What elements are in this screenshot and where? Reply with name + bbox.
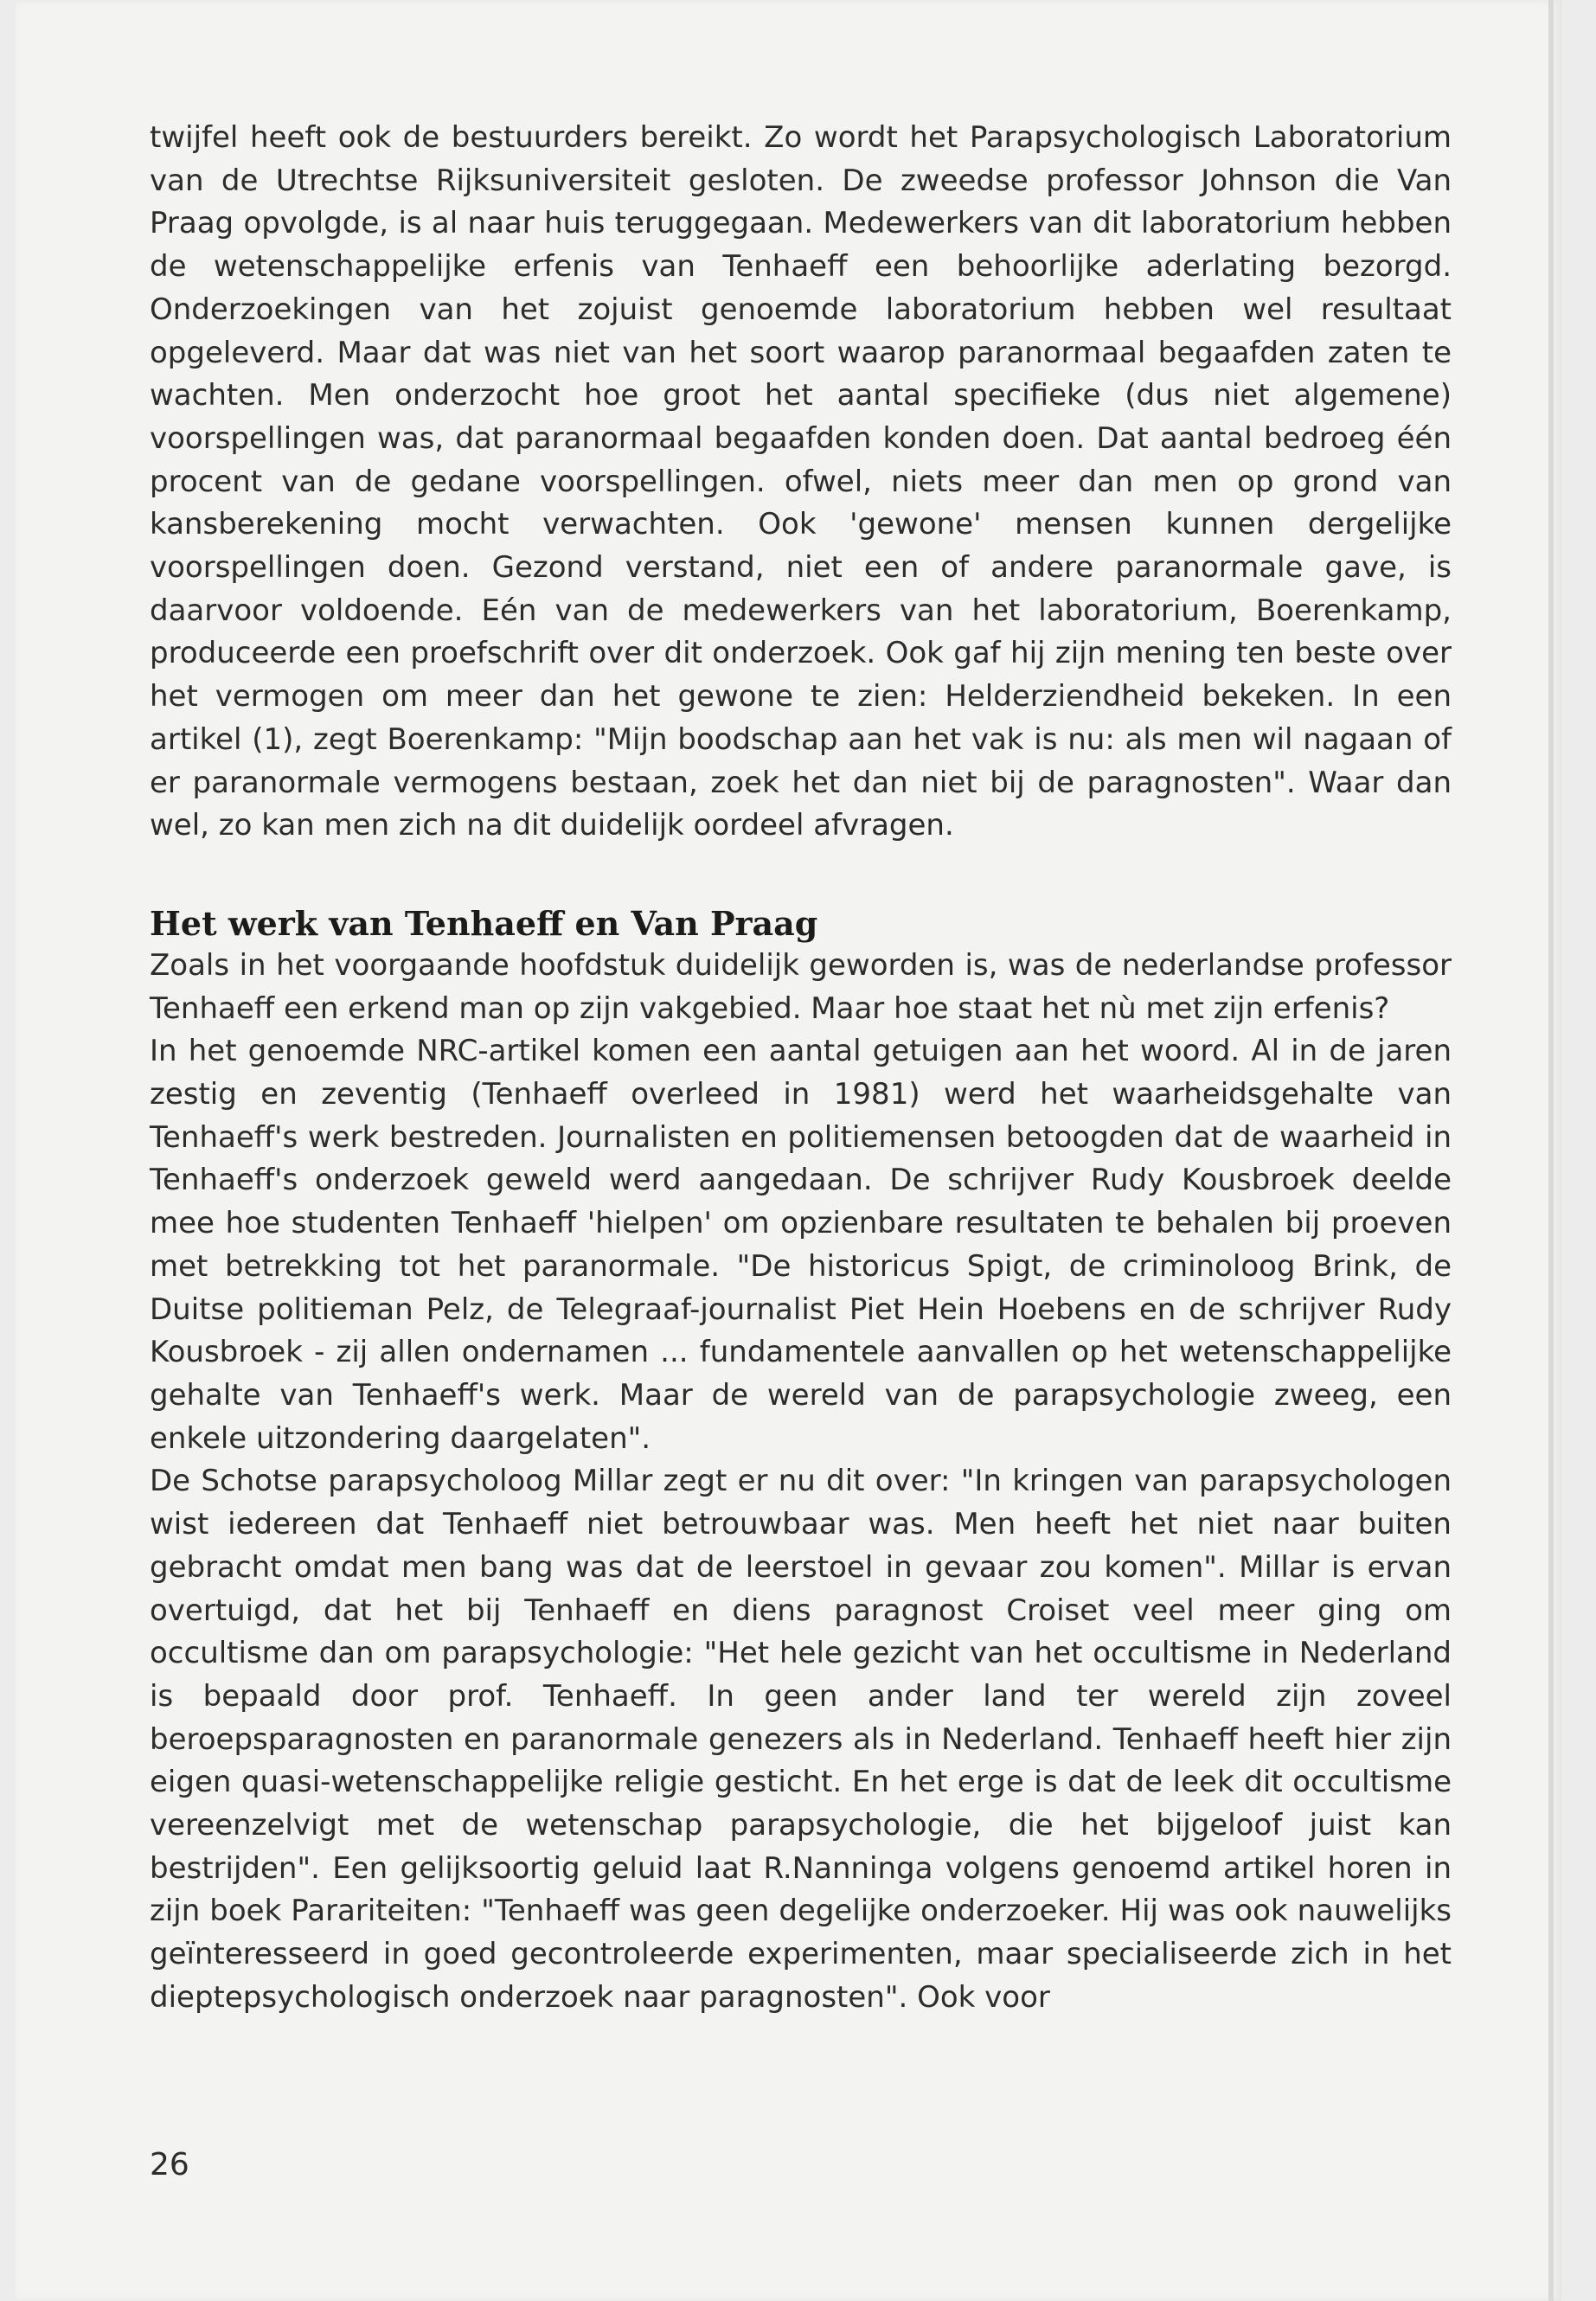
paragraph-1: twijfel heeft ook de bestuurders bereikt. Zo wordt het Parapsychologisch Laboratorium van de Utrechtse Rijksuniversiteit gesloten. De zweedse professor Johnson die Van Praag opvolgde, is al naar huis teruggegaan. Medewerkers van dit laboratorium hebben de wetenschappelijke erfenis van Tenhaeff een behoorlijke aderlating bezorgd. Onderzoekingen van het zojuist genoemde laboratorium hebben wel resultaat opgeleverd. Maar dat was niet van het soort waarop paranormaal begaafden zaten te wachten. Men onderzocht hoe groot het aantal specifieke (dus niet algemene) voorspellingen was, dat paranormaal begaafden konden doen. Dat aantal bedroeg één procent van de gedane voorspellingen. ofwel, niets meer dan men op grond van kansberekening mocht verwachten. Ook 'gewone' mensen kunnen dergelijke voorspellingen doen. Gezond verstand, niet een of andere paranormale gave, is daarvoor voldoende. Eén van de medewerkers van het laboratorium, Boerenkamp, produceerde een proefschrift over dit onderzoek. Ook gaf hij zijn mening ten beste over het vermogen om meer dan het gewone te zien: Helderziendheid bekeken. In een artikel (1), zegt Boerenkamp: "Mijn boodschap aan het vak is nu: als men wil nagaan of er paranormale vermogens bestaan, zoek het dan niet bij de paragnosten". Waar dan wel, zo kan men zich na dit duidelijk oordeel afvragen. [150, 120, 1452, 843]
paragraph-4: De Schotse parapsycholoog Millar zegt er nu dit over: "In kringen van parapsychologen wist iedereen dat Tenhaeff niet betrouwbaar was. Men heeft het niet naar buiten gebracht omdat men bang was dat de leerstoel in gevaar zou komen". Millar is ervan overtuigd, dat het bij Tenhaeff en diens paragnost Croiset veel meer ging om occultisme dan om parapsychologie: "Het hele gezicht van het occultisme in Nederland is bepaald door prof. Tenhaeff. In geen ander land ter wereld zijn zoveel beroepsparagnosten en paranormale genezers als in Nederland. Tenhaeff heeft hier zijn eigen quasi-wetenschappelijke religie gesticht. En het erge is dat de leek dit occultisme vereenzelvigt met de wetenschap parapsychologie, die het bijgeloof juist kan bestrijden". Een gelijksoortig geluid laat R.Nanninga volgens genoemd artikel horen in zijn boek Parariteiten: "Tenhaeff was geen degelijke onderzoeker. Hij was ook nauwelijks geïnteresseerd in goed gecontroleerde experimenten, maar specialiseerde zich in het dieptepsychologisch onderzoek naar paragnosten". Ook voor [150, 1464, 1452, 2015]
section-heading: Het werk van Tenhaeff en Van Praag [150, 903, 818, 943]
book-page [16, 0, 1561, 2301]
page-number: 26 [150, 2147, 189, 2182]
page-edge [1548, 0, 1554, 2301]
paragraph-2: Zoals in het voorgaande hoofdstuk duidelijk geworden is, was de nederlandse professor Tenhaeff een erkend man op zijn vakgebied. Maar hoe staat het nù met zijn erfenis? [150, 947, 1452, 1026]
paragraph-3: In het genoemde NRC-artikel komen een aantal getuigen aan het woord. Al in de jaren zestig en zeventig (Tenhaeff overleed in 1981) werd het waarheidsgehalte van Tenhaeff's werk bestreden. Journalisten en politiemensen betoogden dat de waarheid in Tenhaeff's onderzoek geweld werd aangedaan. De schrijver Rudy Kousbroek deelde mee hoe studenten Tenhaeff 'hielpen' om opzienbare resultaten te behalen bij proeven met betrekking tot het paranormale. "De historicus Spigt, de criminoloog Brink, de Duitse politieman Pelz, de Telegraaf-journalist Piet Hein Hoebens en de schrijver Rudy Kousbroek - zij allen ondernamen ... fundamentele aanvallen op het wetenschappelijke gehalte van Tenhaeff's werk. Maar de wereld van de parapsychologie zweeg, een enkele uitzondering daargelaten". [150, 1034, 1452, 1456]
body-text [150, 117, 1452, 2020]
section-spacer [150, 848, 1452, 903]
